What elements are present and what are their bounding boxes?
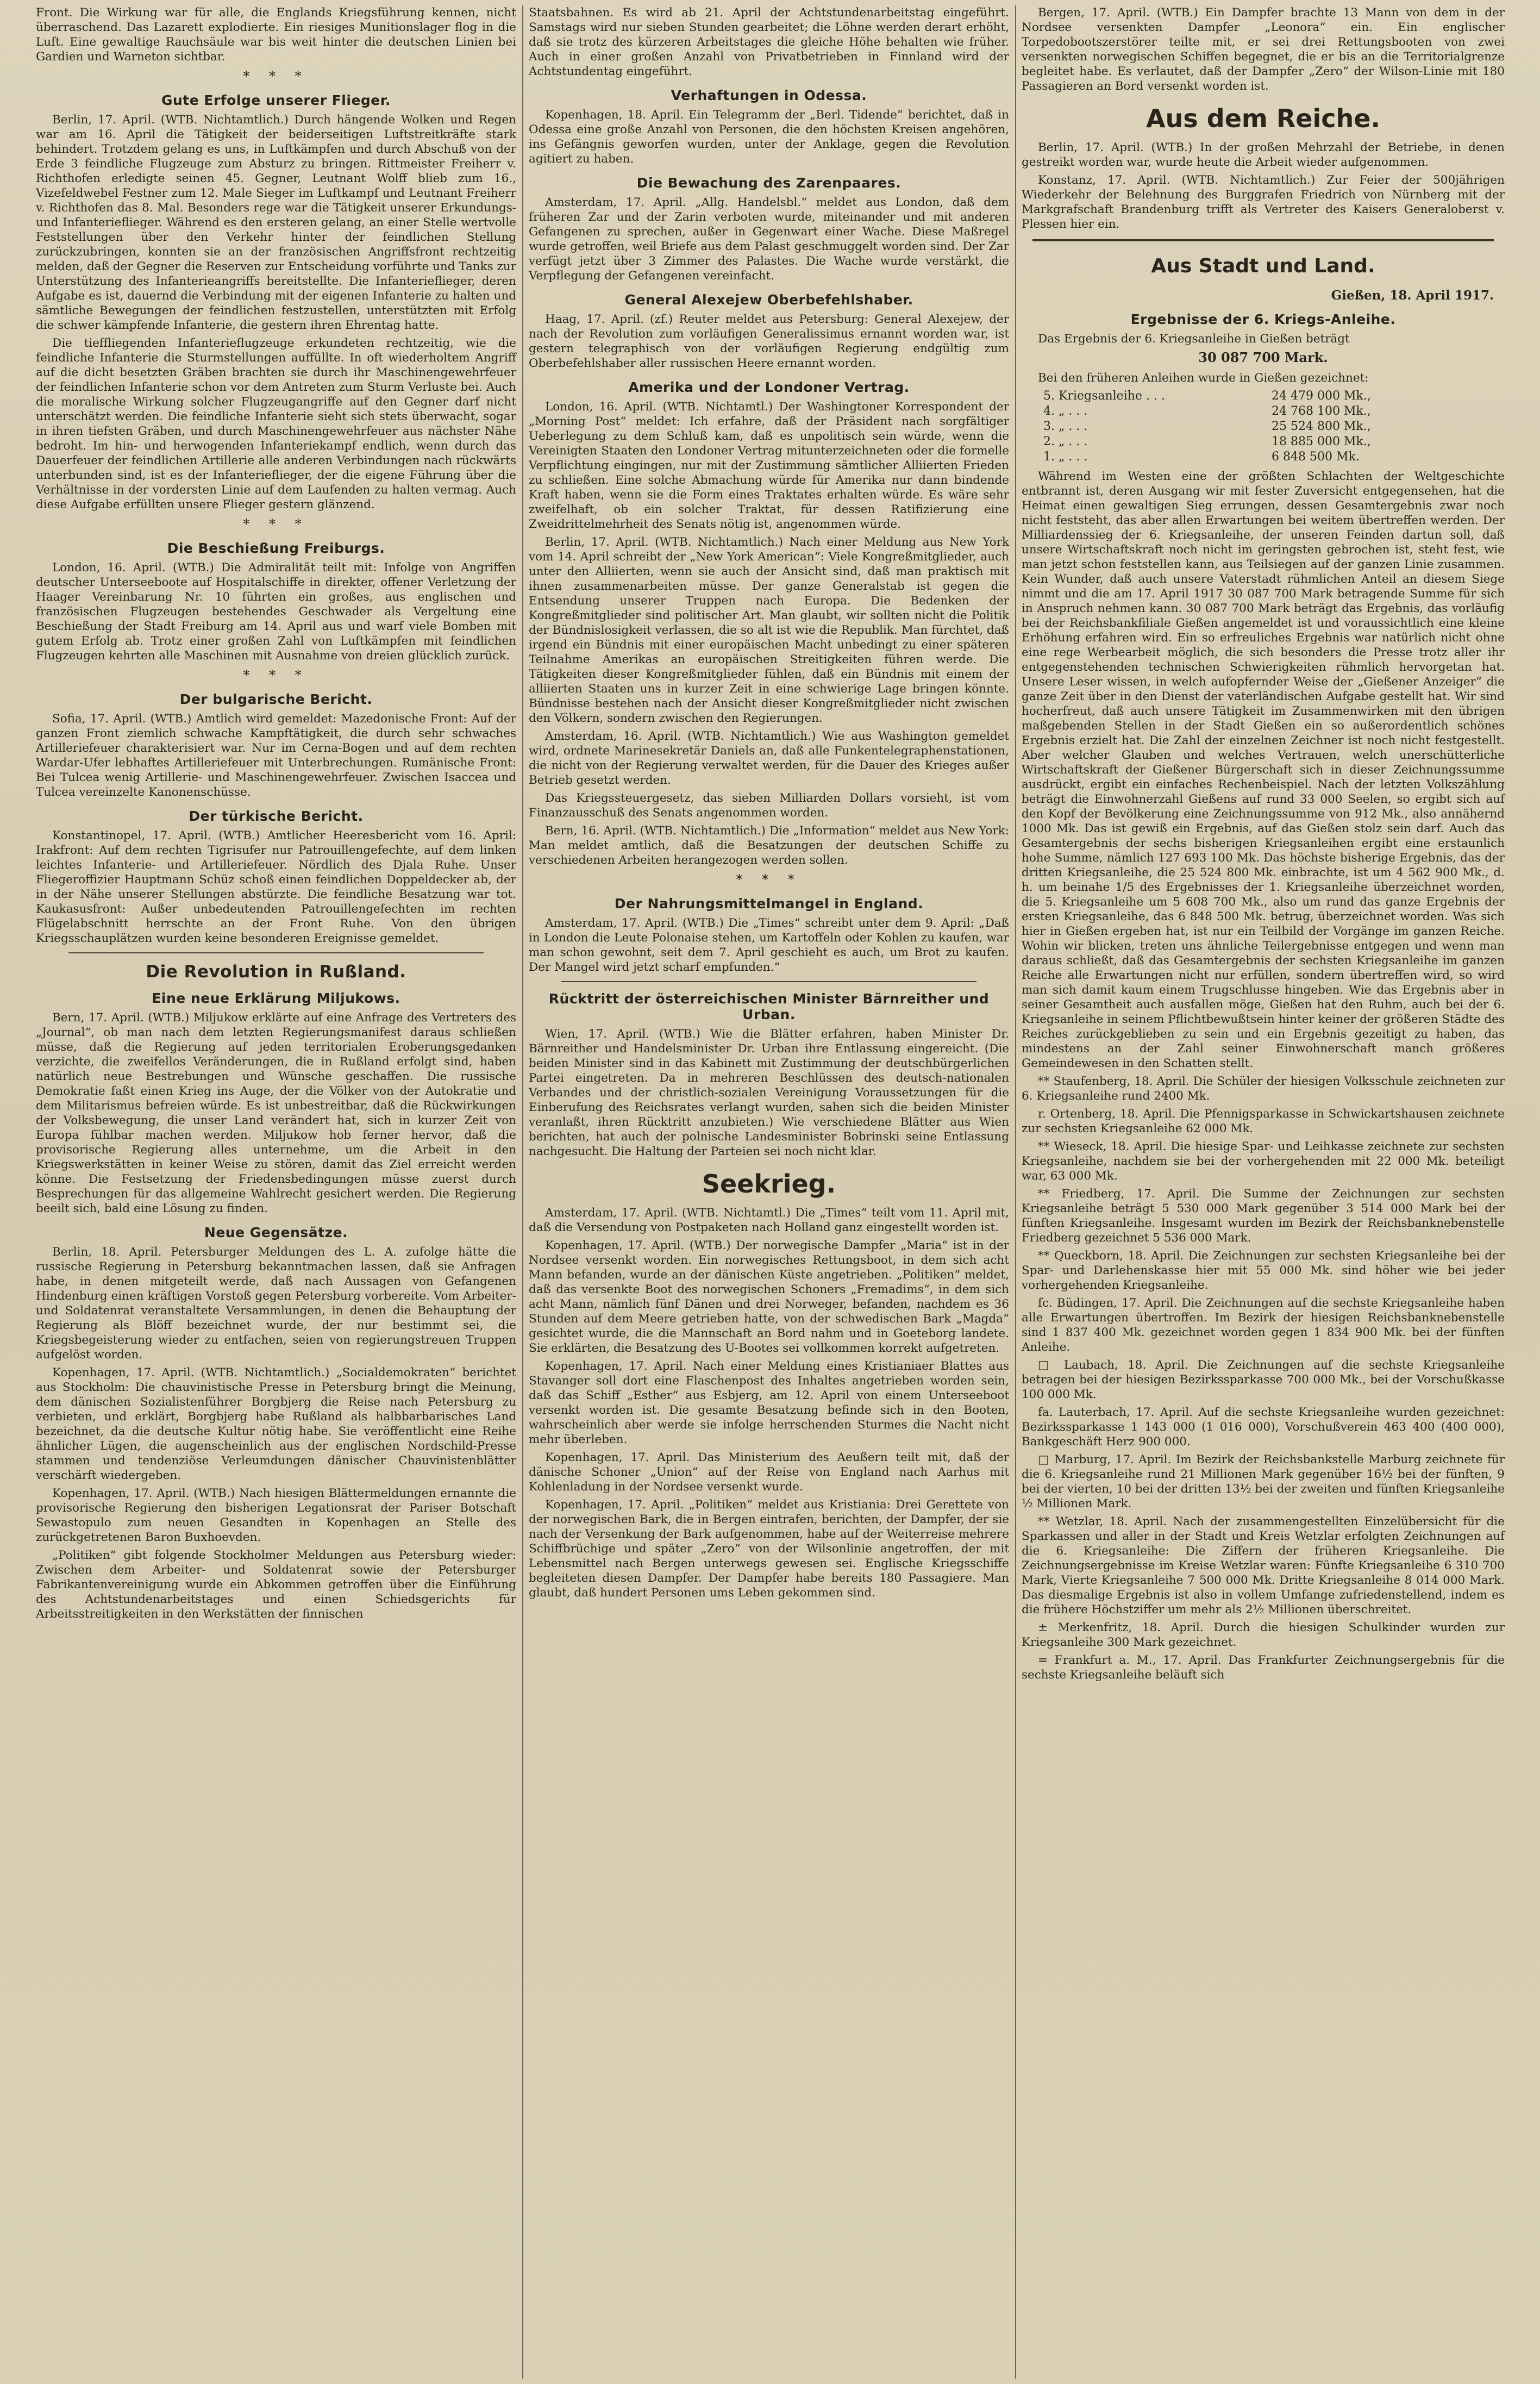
article-text: Konstanz, 17. April. (WTB. Nichtamtlich.) Zur Feier der 500jährigen Wiederkehr der Belehnung des Burggrafen Friedrich von Nürnberg mit der Markgrafschaft Brandenburg trifft als Vertreter des Kaisers Generaloberst v. Plessen hier ein. xyxy=(1022,173,1505,231)
column-1 xyxy=(32,0,521,2384)
headline: Ergebnisse der 6. Kriegs-Anleihe. xyxy=(1130,311,1396,327)
article-text: Berlin, 17. April. (WTB.) In der großen Mehrzahl der Betriebe, in denen gestreikt worden war, wurde heute die Arbeit wieder aufgenommen. xyxy=(1022,141,1505,169)
article-text: ** Friedberg, 17. April. Die Summe der Zeichnungen zur sechsten Kriegsanleihe beträgt 5 530 000 Mark gegenüber 3 514 000 Mark bei der fünften Kriegsanleihe. Insgesamt wurden im Bezirk der Reichsbanknebenstelle Friedberg gezeichnet 5 536 000 Mark. xyxy=(1022,1187,1505,1245)
article-text: Front. Die Wirkung war für alle, die Englands Kriegsführung kennen, nicht überraschend. Das Lazarett explodierte. Ein riesiges Munitionslager flog in die Luft. Eine gewaltige Rauchsäule war bis weit hinter die deutschen Linien bei Gardien und Warneton sichtbar. xyxy=(36,6,516,64)
column-divider xyxy=(522,5,523,2379)
headline: Die Bewachung des Zarenpaares. xyxy=(636,175,902,191)
table-row: 4. „ . . . 24 768 100 Mk., xyxy=(1043,404,1371,418)
article-text: London, 16. April. (WTB.) Die Admiralität teilt mit: Infolge von Angriffen deutscher Unterseeboote auf Hospitalschiffe in direkter, offener Verletzung der Haager Vereinbarung Nr. 10 führten ein großes, aus englischen und französischen Flugzeugen bestehendes Geschwader als Vergeltung eine Beschießung der Stadt Freiburg am 14. April aus und warf viele Bomben mit gutem Erfolg ab. Trotz einer großen Zahl von Luftkämpfen mit feindlichen Flugzeugen kehrten alle Maschinen mit Ausnahme von dreien glücklich zurück. xyxy=(36,561,516,663)
article-text: Kopenhagen, 18. April. Ein Telegramm der „Berl. Tidende“ berichtet, daß in Odessa eine große Anzahl von Personen, die den höchsten Kreisen angehören, ins Gefängnis geworfen wurden, unter der Anklage, gegen die Revolution agitiert zu haben. xyxy=(529,108,1009,166)
article-text: ** Wieseck, 18. April. Die hiesige Spar- und Leihkasse zeichnete zur sechsten Kriegsanleihe, nachdem sie bei der vorhergehenden mit 22 000 Mk. beteiligt war, 63 000 Mk. xyxy=(1022,1140,1505,1183)
anleihe-total: 30 087 700 Mark. xyxy=(1198,350,1328,365)
article-text: Kopenhagen, 17. April. (WTB.) Der norwegische Dampfer „Maria“ ist in der Nordsee versenkt worden. Ein norwegisches Rettungsboot, in dem sich acht Mann befanden, wurde an der dänischen Küste angetrieben. „Politiken“ meldet, daß das versenkte Boot des norwegischen Schoners „Fremadims“, in dem sich acht Mann, nämlich fünf Dänen und drei Norweger, befanden, nachdem es 36 Stunden auf dem Meere getrieben hatte, von der schwedischen Bark „Magda“ gesichtet wurde, die die Mannschaft an Bord nahm und in Goeteborg landete. Sie erklärten, die Besatzung des U-Bootes sei vollkommen korrekt aufgetreten. xyxy=(529,1239,1009,1355)
article-text: Bei den früheren Anleihen wurde in Gießen gezeichnet: xyxy=(1038,371,1369,385)
table-row: 2. „ . . . 18 885 000 Mk., xyxy=(1043,435,1371,448)
headline: Der Nahrungsmittelmangel in England. xyxy=(614,896,924,912)
separator-stars: * * * xyxy=(243,516,309,532)
divider xyxy=(68,952,484,953)
column-2 xyxy=(524,0,1013,2384)
article-text: Haag, 17. April. (zf.) Reuter meldet aus Petersburg: General Alexejew, der nach der Revolution zum vorläufigen Generalissimus ernannt worden war, ist gestern telegraphisch von der vorläufigen Regierung endgültig zum Oberbefehlshaber aller russischen Heere ernannt worden. xyxy=(529,313,1009,370)
article-text: □ Laubach, 18. April. Die Zeichnungen auf die sechste Kriegsanleihe betragen bei der hiesigen Bezirkssparkasse 700 000 Mk., bei der Vorschußkasse 100 000 Mk. xyxy=(1022,1358,1505,1401)
table-row: 1. „ . . . 6 848 500 Mk. xyxy=(1043,450,1360,464)
article-text: „Politiken“ gibt folgende Stockholmer Meldungen aus Petersburg wieder: Zwischen dem Arbeiter- und Soldatenrat sowie der Petersburger Fabrikantenvereinigung wurde ein Abkommen getroffen über die Einführung des Achtstundenarbeitstages und einen Schiedsgerichts für Arbeitsstreitigkeiten in den Werkstätten der finnischen xyxy=(36,1549,516,1621)
headline: Neue Gegensätze. xyxy=(204,1225,348,1240)
article-text: Kopenhagen, 17. April. (WTB. Nichtamtlich.) „Socialdemokraten“ berichtet aus Stockholm: Die chauvinistische Presse in Petersburg bringt die Meinung, dem dänischen Sozialistenführer Borgbjerg die Reise nach Petersburg zu verbieten, und erklärt, Borgbjerg habe Rußland als halbbarbarisches Land bezeichnet, da die deutsche Kultur nötig habe. Sie veröffentlicht eine Reihe ähnlicher Lügen, die augenscheinlich aus der englischen Nordschild-Presse stammen und tendenziöse Verleumdungen dänischer Chauvinistenblätter verschärft wiedergeben. xyxy=(36,1366,516,1482)
headline: Rücktritt der österreichischen Minister Bärnreither und Urban. xyxy=(548,991,990,1022)
article-text: ± Merkenfritz, 18. April. Durch die hiesigen Schulkinder wurden zur Kriegsanleihe 300 Mark gezeichnet. xyxy=(1022,1621,1505,1649)
article-text: □ Marburg, 17. April. Im Bezirk der Reichsbankstelle Marburg zeichnete für die 6. Kriegsanleihe rund 21 Millionen Mark gegenüber 16½ bei der fünften, 9 bei der vierten, 10 bei der dritten 13½ bei der zweiten und fünften Kriegsanleihe ½ Millionen Mark. xyxy=(1022,1453,1505,1511)
headline: Der bulgarische Bericht. xyxy=(179,691,373,707)
article-text: = Frankfurt a. M., 17. April. Das Frankfurter Zeichnungsergebnis für die sechste Kriegsanleihe beläuft sich xyxy=(1022,1653,1505,1682)
headline: Gute Erfolge unserer Flieger. xyxy=(161,92,391,108)
section-headline: Aus Stadt und Land. xyxy=(1151,255,1375,277)
headline: Der türkische Bericht. xyxy=(189,808,364,824)
article-text: Berlin, 17. April. (WTB. Nichtamtlich.) Durch hängende Wolken und Regen war am 16. April die Tätigkeit der beiderseitigen Luftstreitkräfte stark behindert. Trotzdem gelang es uns, in Luftkämpfen und durch Abschuß von der Erde 3 feindliche Flugzeuge zum Absturz zu bringen. Rittmeister Freiherr v. Richthofen erledigte seinen 45. Gegner, Leutnant Wolff blieb zum 16., Vizefeldwebel Festner zum 12. Male Sieger im Luftkampf und Leutnant Freiherr v. Richthofen das 8. Mal. Besonders rege war die Tätigkeit unserer Erkundungs- und Infanterieflieger. Während es den ersteren gelang, an einer Stelle wertvolle Feststellungen über den Verkehr hinter der feindlichen Stellung zurückzubringen, konnten sie an der französischen Angriffsfront rechtzeitig melden, daß der Gegner die Reserven zur Entscheidung vorführte und Tanks zur Unterstützung des Infanterieangriffs bereitstellte. Die Infanterieflieger, deren Aufgabe es ist, dauernd die Verbindung mit der eigenen Infanterie zu halten und sämtliche Bewegungen der feindlichen festzustellen, unterstützten mit Erfolg die schwer kämpfende Infanterie, die gestern ihren Ehrentag hatte. xyxy=(36,113,516,332)
article-text: fc. Büdingen, 17. April. Die Zeichnungen auf die sechste Kriegsanleihe haben alle Erwartungen übertroffen. Im Bezirk der hiesigen Reichsbanknebenstelle sind 1 837 400 Mk. gezeichnet worden gegen 1 834 900 Mk. bei der fünften Anleihe. xyxy=(1022,1296,1505,1354)
anleihe-table xyxy=(1043,389,1505,465)
headline: Die Beschießung Freiburgs. xyxy=(167,540,385,556)
separator-stars: * * * xyxy=(736,872,802,887)
article-text: Wien, 17. April. (WTB.) Wie die Blätter erfahren, haben Minister Dr. Bärnreither und Handelsminister Dr. Urban ihre Entlassung eingereicht. (Die beiden Minister sind in das Kabinett mit Zustimmung der deutschbürgerlichen Partei eingetreten. Da in mehreren Beschlüssen des deutsch-nationalen Verbandes und der christlich-sozialen Vereinigung Voraussetzungen für die Einberufung des Reichsrates verlangt wurden, sahen sich die beiden Minister veranlaßt, ihren Rücktritt anzubieten.) Wie verschiedene Blätter aus Wien berichten, hat auch der polnische Landesminister Bobrinski seine Entlassung nachgesucht. Die Haltung der Parteien sei noch nicht klar. xyxy=(529,1027,1009,1158)
article-text: Das Kriegssteuergesetz, das sieben Milliarden Dollars vorsieht, ist vom Finanzausschuß des Senats angenommen worden. xyxy=(529,791,1009,820)
article-text: Berlin, 18. April. Petersburger Meldungen des L. A. zufolge hätte die russische Regierung in Petersburg bekanntmachen lassen, daß sie Anfragen habe, in denen mitgeteilt werde, daß nach Aussagen von Gefangenen Hindenburg einen kräftigen Vorstoß gegen Petersburg vorbereite. Vom Arbeiter- und Soldatenrat veranstaltete Versammlungen, in denen die Behauptung der Regierung als Blöff bezeichnet wurde, der nur bestimmt sei, die Kriegsbegeisterung wieder zu entfachen, seien von regierungstreuen Truppen aufgelöst worden. xyxy=(36,1245,516,1362)
article-text: Die tieffliegenden Infanterieflugzeuge erkundeten rechtzeitig, wie die feindliche Infanterie die Sturmstellungen auffüllte. In oft wiederholtem Angriff auf die dicht besetzten Gräben brachten sie durch ihr Maschinengewehrfeuer der feindlichen Infanterie schon vor dem Antreten zum Sturm Verluste bei. Auch die moralische Wirkung solcher Flugzeugangriffe auf den Gegner darf nicht unterschätzt werden. Die feindliche Infanterie sieht sich stets überwacht, sogar in ihren tiefsten Gräben, und durch Maschinengewehrfeuer aus nächster Nähe bedroht. Im hin- und herwogenden Infanteriekampf endlich, wenn durch das Dauerfeuer der feindlichen Artillerie alle anderen Verbindungen nach rückwärts unterbunden sind, ist es der Infanterieflieger, der die eigene Führung über die Verhältnisse in der vordersten Linie auf dem Laufenden zu halten vermag. Auch diese Aufgabe erfüllten unsere Flieger gestern glänzend. xyxy=(36,336,516,511)
section-headline: Aus dem Reiche. xyxy=(1146,104,1380,133)
divider xyxy=(561,981,976,982)
article-text: fa. Lauterbach, 17. April. Auf die sechste Kriegsanleihe wurden gezeichnet: Bezirkssparkasse 1 143 000 (1 016 000), Vorschußverein 463 400 (400 000), Bankgeschäft Herz 900 000. xyxy=(1022,1406,1505,1449)
headline: Amerika und der Londoner Vertrag. xyxy=(628,379,910,395)
article-text: Kopenhagen, 17. April. „Politiken“ meldet aus Kristiania: Drei Gerettete von der norwegischen Bark, die in Bergen eintrafen, berichten, der Dampfer, der sie nach der Versenkung der Bark aufgenommen, habe auf der Weiterreise mehrere Schiffbrüchige und später „Zero“ von der Wilsonlinie angetroffen, der mit Lebensmittel nach Bergen unterwegs gewesen sei. Englische Kriegsschiffe begleiteten diesen Dampfer. Der Dampfer habe bereits 180 Passagiere. Man glaubt, daß hundert Personen ums Leben gekommen sind. xyxy=(529,1498,1009,1600)
article-text: Konstantinopel, 17. April. (WTB.) Amtlicher Heeresbericht vom 16. April: Irakfront: Auf dem rechten Tigrisufer nur Patrouillengefechte, auf dem linken leichtes Infanterie- und Artilleriefeuer. Nördlich des Djala Ruhe. Unser Fliegeroffizier Hauptmann Schüz schoß einen feindlichen Doppeldecker ab, der in der Nähe unserer Stellungen abstürzte. Die feindliche Besatzung war tot. Kaukasusfront: Außer unbedeutenden Patrouillengefechten im rechten Flügelabschnitt herrschte an der Front Ruhe. Von den übrigen Kriegsschauplätzen wurden keine besonderen Ereignisse gemeldet. xyxy=(36,829,516,945)
section-headline: Seekrieg. xyxy=(702,1169,836,1199)
article-text: Amsterdam, 17. April. (WTB. Nichtamtl.) Die „Times“ teilt vom 11. April mit, daß die Versendung von Postpaketen nach Holland ganz eingestellt worden ist. xyxy=(529,1206,1009,1234)
article-text: Staatsbahnen. Es wird ab 21. April der Achtstundenarbeitstag eingeführt. Samstags wird nur sieben Stunden gearbeitet; die Löhne werden derart erhöht, daß sie trotz des kürzeren Arbeitstages die gleiche Höhe behalten wie früher. Auch in einer großen Anzahl von Privatbetrieben in Finnland wird der Achtstundentag eingeführt. xyxy=(529,6,1009,78)
separator-stars: * * * xyxy=(243,68,309,84)
headline: Eine neue Erklärung Miljukows. xyxy=(152,990,400,1006)
article-text: Bergen, 17. April. (WTB.) Ein Dampfer brachte 13 Mann von dem in der Nordsee versenkten Dampfer „Leonora“ ein. Ein englischer Torpedobootszerstörer teilte mit, er sei drei Rettungsbooten von zwei versenkten norwegischen Schiffen begegnet, die er bis an die Territorialgrenze begleitet habe. Es verlautet, daß der Dampfer „Zero“ der Wilson-Linie mit 180 Passagieren an Bord versenkt worden ist. xyxy=(1022,6,1505,93)
column-3 xyxy=(1017,0,1509,2384)
headline: General Alexejew Oberbefehlshaber. xyxy=(624,292,913,308)
article-text: Während im Westen eine der größten Schlachten der Weltgeschichte entbrannt ist, deren Ausgang wir mit fester Zuversicht entgegensehen, hat die Heimat einen gewaltigen Sieg errungen, dessen Gesamtergebnis zwar noch nicht feststeht, das aber allen Erwartungen bei weitem übertreffen werden. Der Milliardenssieg der 6. Kriegsanleihe, der unseren Feinden dartun soll, daß unsere Wirtschaftskraft noch nicht im geringsten gebrochen ist, steht fest, wie man jetzt schon feststellen kann, aus Teilsiegen auf der ganzen Linie zusammen. Kein Wunder, daß auch unsere Vaterstadt rühmlichen Anteil an diesem Siege nimmt und die am 17. April 1917 30 087 700 Mark betragende Summe für sich in Anspruch nehmen kann. 30 087 700 Mark beträgt das Ergebnis, das vorläufig bei der Reichsbankfiliale Gießen angemeldet ist und voraussichtlich eine kleine Erhöhung erfahren wird. Ein so erfreuliches Ergebnis war natürlich nicht ohne eine rege Werbearbeit möglich, die sich besonders die Presse trotz aller ihr entgegenstehenden technischen Schwierigkeiten rühmlich hervorgetan hat. Unsere Leser wissen, in welch aufopfernder Weise der „Gießener Anzeiger“ die ganze Zeit über in den Dienst der vaterländischen Aufgabe gestellt hat. Wir sind hocherfreut, daß auch unsere Tätigkeit im Zusammenwirken mit den übrigen maßgebenden Stellen in der Stadt Gießen ein so außerordentlich schönes Ergebnis erzielt hat. Die Zahl der einzelnen Zeichner ist noch nicht festgestellt. Aber welcher Glauben und welches Vertrauen, welch unerschütterliche Wirtschaftskraft der Gießener Bürgerschaft sich in dieser Zeichnungssumme ausdrückt, ergibt ein einfaches Rechenbeispiel. Nach der letzten Volkszählung beträgt die Einwohnerzahl Gießens auf rund 33 000 Seelen, so ergibt sich auf den Kopf der Bevölkerung eine Zeichnungssumme von 912 Mk., also annähernd 1000 Mk. Das ist gewiß ein Ergebnis, auf das Gießen stolz sein darf. Auch das Gesamtergebnis der sechs bisherigen Kriegsanleihen ergibt eine erstaunlich hohe Summe, nämlich 127 693 100 Mk. Das höchste bisherige Ergebnis, das der dritten Kriegsanleihe, die 25 524 800 Mk. einbrachte, ist um 4 562 900 Mk., d. h. um beinahe 1/5 des Ergebnisses der 1. Kriegsanleihe überzeichnet worden, die 5. Kriegsanleihe um 5 608 700 Mk., also um rund das ganze Ergebnis der ersten Kriegsanleihe, das 6 848 500 Mk. betrug, überzeichnet worden. Was sich hier in Gießen ergeben hat, ist nur ein Teilbild der Vorgänge im ganzen Reiche. Wohin wir blicken, treten uns ähnliche Teilergebnisse entgegen und wenn man daraus schließt, daß das Gesamtergebnis der sechsten Kriegsanleihe im ganzen Reiche alle Erwartungen nicht nur erfüllen, sondern übertreffen wird, so wird man sich damit kaum einem Trugschlusse hingeben. Wie das Ergebnis aber in seiner Gesamtheit auch ausfallen möge, Gießen hat den Ruhm, auch bei der 6. Kriegsanleihe in seinem Pflichtbewußtsein hinter keiner der größeren Städte des Reiches zurückgeblieben zu sein und ein Ergebnis gezeitigt zu haben, das mindestens an der Zahl seiner Einwohnerschaft manch größeres Gemeindewesen in den Schatten stellt. xyxy=(1022,470,1505,1070)
separator-stars: * * * xyxy=(243,667,309,683)
table-row: 5. Kriegsanleihe . . . 24 479 000 Mk., xyxy=(1043,389,1371,403)
article-text: Sofia, 17. April. (WTB.) Amtlich wird gemeldet: Mazedonische Front: Auf der ganzen Front ziemlich schwache Kampftätigkeit, die durch sehr schwaches Artilleriefeuer charakterisiert war. Nur im Cerna-Bogen und auf dem rechten Wardar-Ufer lebhaftes Artilleriefeuer mit Unterbrechungen. Rumänische Front: Bei Tulcea wenig Artillerie- und Maschinengewehrfeuer. Zwischen Isaccea und Tulcea vereinzelte Kanonenschüsse. xyxy=(36,712,516,799)
dateline: Gießen, 18. April 1917. xyxy=(1331,288,1494,303)
article-text: Bern, 16. April. (WTB. Nichtamtlich.) Die „Information“ meldet aus New York: Man meldet amtlich, daß die Besatzungen der deutschen Schiffe zu verschiedenen Arbeiten herangezogen werden sollen. xyxy=(529,824,1009,867)
section-headline: Die Revolution in Rußland. xyxy=(146,962,406,982)
article-text: Kopenhagen, 17. April. Das Ministerium des Aeußern teilt mit, daß der dänische Schoner „Union“ auf der Reise von England nach Aarhus mit Kohlenladung in der Nordsee versenkt wurde. xyxy=(529,1451,1009,1494)
article-text: Berlin, 17. April. (WTB. Nichtamtlich.) Nach einer Meldung aus New York vom 14. April schreibt der „New York American“: Viele Kongreßmitglieder, auch unter den Alliierten, wenn sie auch der Ansicht sind, daß man praktisch mit ihnen zusammenarbeiten müsse. Der ganze Generalstab ist gegen die Entsendung unserer Truppen nach Europa. Die Bedenken der Kongreßmitglieder sind politischer Art. Man glaubt, wir sollten nicht die Politik der Bündnislosigkeit verlassen, die so alt ist wie die Republik. Man fürchtet, daß irgend ein Bündnis mit einer europäischen Macht unbedingt zu einer späteren Teilnahme Amerikas an europäischen Streitigkeiten führen werde. Die Tätigkeiten dieser Kongreßmitglieder fühlen, daß ein Bündnis mit einem der alliierten Staaten uns in kurzer Zeit in eine schwierige Lage bringen könnte. Bündnisse bestehen nach der Ansicht dieser Kongreßmitglieder nicht zwischen den Völkern, sondern zwischen den Regierungen. xyxy=(529,535,1009,725)
article-text: Kopenhagen, 17. April. (WTB.) Nach hiesigen Blättermeldungen ernannte die provisorische Regierung den bisherigen Legationsrat der Pariser Botschaft Sewastopulo zum neuen Gesandten in Kopenhagen an Stelle des zurückgetretenen Baron Buxhoevden. xyxy=(36,1487,516,1544)
divider xyxy=(1032,239,1494,241)
table-row: 3. „ . . . 25 524 800 Mk., xyxy=(1043,420,1371,433)
article-text: Amsterdam, 17. April. (WTB.) Die „Times“ schreibt unter dem 9. April: „Daß in London die Leute Polonaise stehen, um Kartoffeln oder Kohlen zu kaufen, war man schon gewohnt, seit dem 7. April geschieht es auch, um Brot zu kaufen. Der Mangel wird jetzt scharf empfunden.“ xyxy=(529,916,1009,974)
article-text: ** Queckborn, 18. April. Die Zeichnungen zur sechsten Kriegsanleihe bei der Spar- und Darlehenskasse hier mit 55 000 Mk. sind höher wie bei jeder vorhergehenden Kriegsanleihe. xyxy=(1022,1249,1505,1292)
article-text: r. Ortenberg, 18. April. Die Pfennigsparkasse in Schwickartshausen zeichnete zur sechsten Kriegsanleihe 62 000 Mk. xyxy=(1022,1107,1505,1135)
article-text: Amsterdam, 16. April. (WTB. Nichtamtlich.) Wie aus Washington gemeldet wird, ordnete Marinesekretär Daniels an, daß alle Funkentelegraphenstationen, die nicht von der Regierung verwaltet werden, für die Dauer des Krieges außer Betrieb gesetzt werden. xyxy=(529,729,1009,787)
article-text: Amsterdam, 17. April. „Allg. Handelsbl.“ meldet aus London, daß dem früheren Zar und der Zarin verboten wurde, miteinander und mit anderen Gefangenen zu sprechen, außer in Gegenwart einer Wache. Diese Maßregel wurde getroffen, weil Briefe aus dem Palast geschmuggelt worden sind. Der Zar verfügt jetzt über 3 Zimmer des Palastes. Die Wache wurde verstärkt, die Verpflegung der Gefangenen vereinfacht. xyxy=(529,196,1009,283)
article-text: ** Wetzlar, 18. April. Nach der zusammengestellten Einzelübersicht für die Sparkassen und aller in der Stadt und Kreis Wetzlar erfolgten Zeichnungen auf die 6. Kriegsanleihe: Die Ziffern der früheren Kriegsanleihe. Die Zeichnungsergebnisse im Kreise Wetzlar waren: Fünfte Kriegsanleihe 6 310 700 Mark, Vierte Kriegsanleihe 7 500 000 Mk. Dritte Kriegsanleihe 8 014 000 Mark. Das diesmalige Ergebnis ist also in vollem Umfange zufriedenstellend, indem es die frühere Höchstziffer um mehr als 2½ Millionen überschreitet. xyxy=(1022,1515,1505,1617)
article-text: Kopenhagen, 17. April. Nach einer Meldung eines Kristianiaer Blattes aus Stavanger soll dort eine Flaschenpost des Inhaltes angetrieben worden sein, daß das Schiff „Esther“ aus Esbjerg, am 12. April von einem Unterseeboot versenkt worden ist. Die gesamte Besatzung befinde sich in den Booten, wahrscheinlich aber werde sie infolge herrschenden Sturmes die Nacht nicht mehr überleben. xyxy=(529,1359,1009,1446)
article-text: Bern, 17. April. (WTB.) Miljukow erklärte auf eine Anfrage des Vertreters des „Journal“, ob man nach dem letzten Regierungsmanifest daraus schließen müsse, daß die Regierung auf jeden territorialen Eroberungsgedanken verzichte, die zweifellos Veränderungen, die in Rußland erfolgt sind, haben natürlich neue Bestrebungen und Wünsche geschaffen. Die russische Demokratie faßt einen Krieg ins Auge, der die Völker von der Autokratie und dem Militarismus befreien würde. Es ist unbestreitbar, daß die Rückwirkungen der Volksbewegung, die unser Land verändert hat, sich in kurzer Zeit von Europa fühlbar machen werden. Miljukow hob ferner hervor, daß die provisorische Regierung alles unternehme, um die Arbeit in den Kriegswerkstätten in keiner Weise zu stören, damit das Ziel erreicht werden könne. Die Festsetzung der Friedensbedingungen müsse zuerst durch Besprechungen für das allgemeine Wahlrecht gesichert werden. Die Regierung beeilt sich, bald eine Lösung zu finden. xyxy=(36,1011,516,1215)
article-text: London, 16. April. (WTB. Nichtamtl.) Der Washingtoner Korrespondent der „Morning Post“ meldet: Ich erfahre, daß der Präsident nach sorgfältiger Ueberlegung zu dem Schluß kam, daß es unpolitisch sein würde, wenn die Vereinigten Staaten den Londoner Vertrag mitunterzeichneten oder die formelle Verpflichtung eingingen, nur mit der Zustimmung sämtlicher Alliierten Frieden zu schließen. Eine solche Abmachung würde für Amerika nur dann bindende Kraft haben, wenn sie die Form eines Traktates erhalten würde. Es wäre sehr zweifelhaft, ob ein solcher Traktat, für dessen Ratifizierung eine Zweidrittelmehrheit des Senats nötig ist, angenommen würde. xyxy=(529,400,1009,531)
article-text: ** Staufenberg, 18. April. Die Schüler der hiesigen Volksschule zeichneten zur 6. Kriegsanleihe rund 2400 Mk. xyxy=(1022,1075,1505,1103)
column-divider xyxy=(1015,5,1016,2379)
article-text: Das Ergebnis der 6. Kriegsanleihe in Gießen beträgt xyxy=(1038,332,1350,346)
headline: Verhaftungen in Odessa. xyxy=(671,88,867,103)
